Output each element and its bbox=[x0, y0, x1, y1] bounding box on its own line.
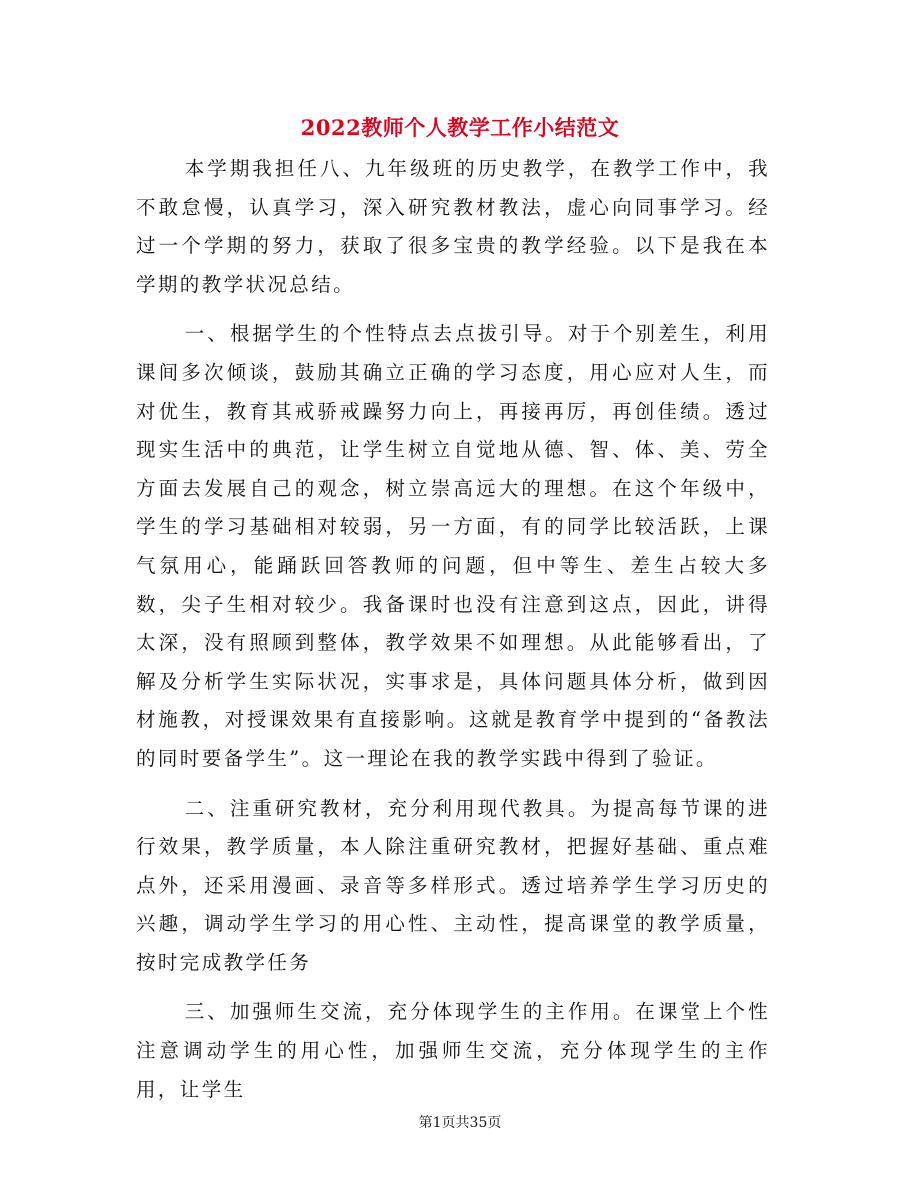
paragraph-intro: 本学期我担任八、九年级班的历史教学，在教学工作中，我不敢怠慢，认真学习，深入研究教材教法，虚心向同事学习。经过一个学期的努力，获取了很多宝贵的教学经验。以下是我在本学期的教学状况总结。 bbox=[136, 157, 770, 296]
page-number-footer: 第1页共35页 bbox=[418, 1115, 502, 1131]
paragraph-section-1: 一、根据学生的个性特点去点拔引导。对于个别差生，利用课间多次倾谈，鼓励其确立正确的学习态度，用心应对人生，而对优生，教育其戒骄戒躁努力向上，再接再厉，再创佳绩。透过现实生活中的典范，让学生树立自觉地从德、智、体、美、劳全方面去发展自己的观念，树立崇高远大的理想。在这个年级中，学生的学习基础相对较弱，另一方面，有的同学比较活跃，上课气氛用心，能踊跃回答教师的问题，但中等生、差生占较大多数，尖子生相对较少。我备课时也没有注意到这点，因此，讲得太深，没有照顾到整体，教学效果不如理想。从此能够看出，了解及分析学生实际状况，实事求是，具体问题具体分析，做到因材施教，对授课效果有直接影响。这就是教育学中提到的“备教法的同时要备学生”。这一理论在我的教学实践中得到了验证。 bbox=[136, 322, 770, 770]
document-body bbox=[136, 150, 770, 1120]
paragraph-section-2: 二、注重研究教材，充分利用现代教具。为提高每节课的进行效果，教学质量，本人除注重研究教材，把握好基础、重点难点外，还采用漫画、录音等多样形式。透过培养学生学习历史的兴趣，调动学生学习的用心性、主动性，提高课堂的教学质量，按时完成教学任务 bbox=[136, 796, 770, 974]
document-title: 2022教师个人教学工作小结范文 bbox=[300, 115, 620, 140]
paragraph-section-3: 三、加强师生交流，充分体现学生的主作用。在课堂上个性注意调动学生的用心性，加强师生交流，充分体现学生的主作用，让学生 bbox=[136, 1000, 770, 1101]
